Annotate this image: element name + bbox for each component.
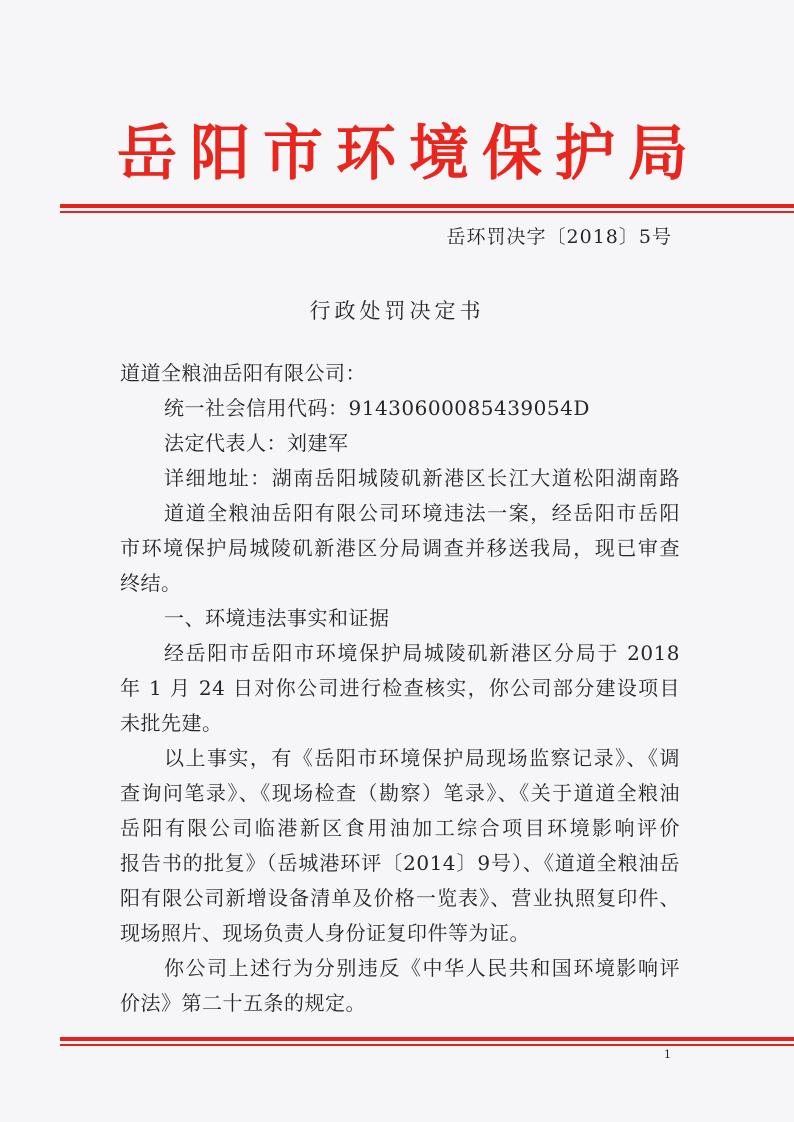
violation-line: 你公司上述行为分别违反《中华人民共和国环境影响评 [164,956,680,980]
footer-divider [60,1037,794,1046]
intro-line: 市环境保护局城陵矶新港区分局调查并移送我局，现已审查 [120,536,680,560]
facts-line: 年 1 月 24 日对你公司进行检查核实，你公司部分建设项目 [120,676,680,700]
evidence-line: 现场照片、现场负责人身份证复印件等为证。 [120,921,530,945]
violation-line: 价法》第二十五条的规定。 [120,991,366,1015]
document-number: 岳环罚决字〔2018〕5号 [446,226,672,248]
evidence-line: 报告书的批复》（岳城港环评〔2014〕9号）、《道道全粮油岳 [120,851,680,875]
document-body [120,356,680,1021]
section-heading: 一、环境违法事实和证据 [164,606,390,630]
evidence-line: 岳阳有限公司临港新区食用油加工综合项目环境影响评价 [120,816,680,840]
credit-code: 统一社会信用代码：91430600085439054D [164,396,590,420]
legal-representative: 法定代表人：刘建军 [164,431,349,455]
header-divider [60,204,794,213]
evidence-line: 查询问笔录》、《现场检查（勘察）笔录》、《关于道道全粮油 [120,781,680,805]
document-title: 行政处罚决定书 [309,299,485,323]
facts-line: 未批先建。 [120,711,223,735]
organization-header: 岳阳市环境保护局 [117,119,701,189]
evidence-line: 以上事实，有《岳阳市环境保护局现场监察记录》、《调 [164,746,680,770]
addressee: 道道全粮油岳阳有限公司： [120,361,366,385]
facts-line: 经岳阳市岳阳市环境保护局城陵矶新港区分局于 2018 [164,641,680,665]
evidence-line: 阳有限公司新增设备清单及价格一览表》、营业执照复印件、 [120,886,680,910]
page-number: 1 [664,1048,671,1061]
intro-line: 道道全粮油岳阳有限公司环境违法一案，经岳阳市岳阳 [164,501,680,525]
address: 详细地址：湖南岳阳城陵矶新港区长江大道松阳湖南路 [164,466,680,490]
intro-line: 终结。 [120,571,182,595]
